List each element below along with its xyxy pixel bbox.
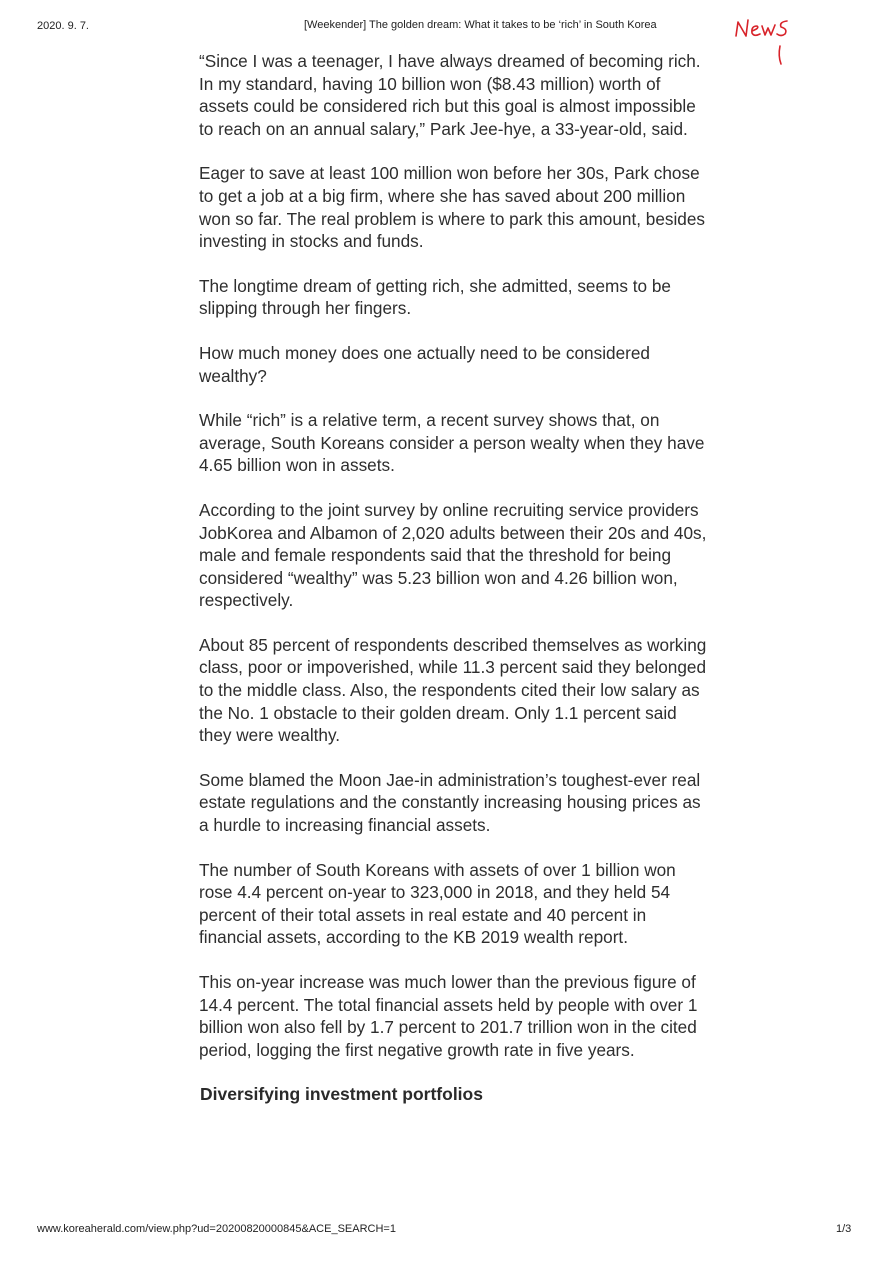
print-date: 2020. 9. 7.: [37, 20, 89, 32]
article-paragraph-7: About 85 percent of respondents described themselves as working class, poor or impoverished, while 11.3 percent said they belonged to the middle class. Also, the respondents cited their low salary as the No. 1 obstacle to their golden dream. Only 1.1 percent said they were wealthy.: [199, 634, 707, 746]
article-paragraph-9: The number of South Koreans with assets of over 1 billion won rose 4.4 percent on-year to 323,000 in 2018, and they held 54 percent of their total assets in real estate and 40 percent in financial assets, according to the KB 2019 wealth report.: [199, 859, 676, 948]
article-paragraph-3: The longtime dream of getting rich, she admitted, seems to be slipping through her fingers.: [199, 275, 671, 319]
handwritten-news-1-mark: [730, 6, 820, 76]
article-paragraph-10: This on-year increase was much lower than the previous figure of 14.4 percent. The total financial assets held by people with over 1 billion won also fell by 1.7 percent to 201.7 trillion won in the cited period, logging the first negative growth rate in five years.: [199, 972, 698, 1060]
print-footer-url: www.koreaherald.com/view.php?ud=20200820000845&ACE_SEARCH=1: [37, 1223, 396, 1235]
article-paragraph-5: While “rich” is a relative term, a recent survey shows that, on average, South Koreans consider a person wealty when they have 4.65 billion won in assets.: [199, 410, 705, 476]
print-page-number: 1/3: [836, 1223, 852, 1235]
print-page-title: [Weekender] The golden dream: What it takes to be ‘rich’ in South Korea: [304, 19, 657, 31]
article-paragraph-1: “Since I was a teenager, I have always dreamed of becoming rich. In my standard, having 10 billion won ($8.43 million) worth of assets could be considered rich but this goal is almost impossible to reach on an annual salary,” Park Jee-hye, a 33-year-old, said.: [199, 51, 701, 139]
article-paragraph-2: Eager to save at least 100 million won before her 30s, Park chose to get a job at a big firm, where she has saved about 200 million won so far. The real problem is where to park this amount, besides investing in stocks and funds.: [199, 163, 706, 252]
article-subheading: Diversifying investment portfolios: [200, 1084, 483, 1105]
handwritten-annotation: [730, 6, 820, 76]
article-body: [199, 50, 709, 1105]
article-paragraph-6: According to the joint survey by online recruiting service providers JobKorea and Albamon of 2,020 adults between their 20s and 40s, male and female respondents said that the threshold for being considered “wealthy” was 5.23 billion won and 4.26 billion won, respectively.: [199, 499, 707, 611]
article-paragraph-8: Some blamed the Moon Jae-in administration’s toughest-ever real estate regulations and the constantly increasing housing prices as a hurdle to increasing financial assets.: [199, 769, 701, 836]
article-paragraph-4: How much money does one actually need to be considered wealthy?: [199, 342, 650, 386]
